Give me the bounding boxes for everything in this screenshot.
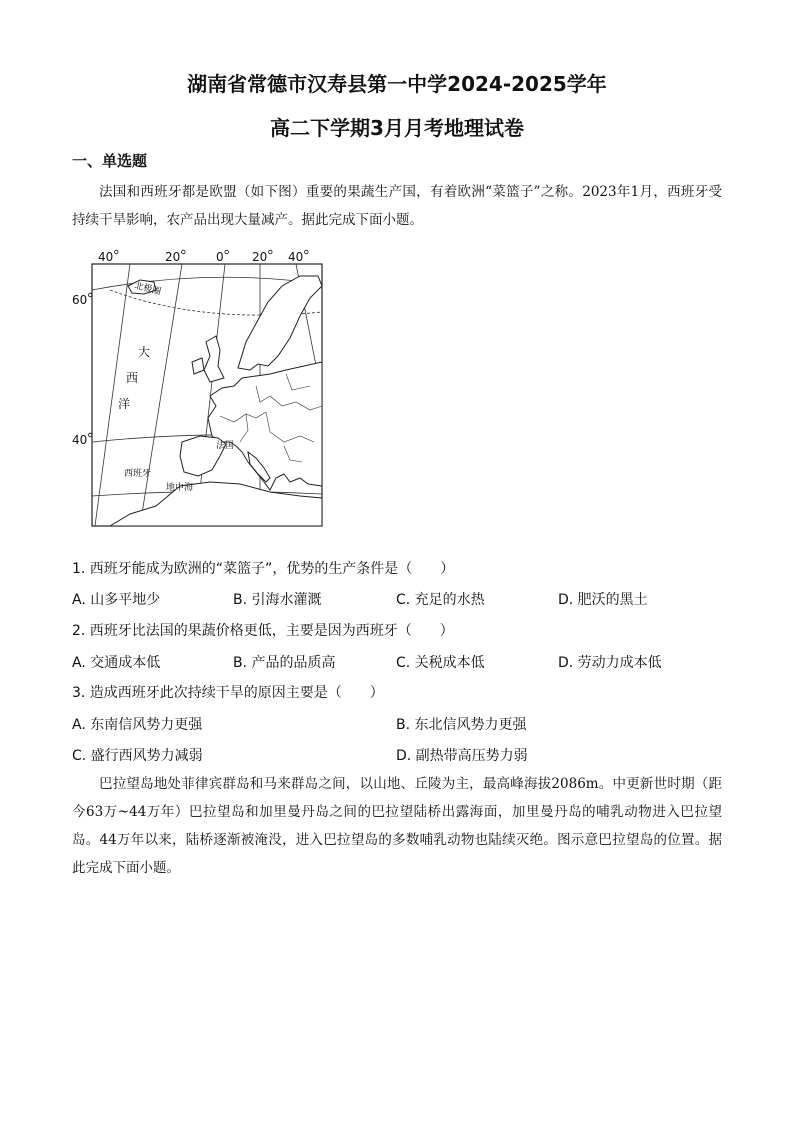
- spain-label: 西班牙: [124, 469, 152, 479]
- q1-option-a[interactable]: A. 山多平地少: [72, 592, 161, 608]
- degree-mark: [304, 250, 308, 254]
- q1-option-b[interactable]: B. 引海水灌溉: [233, 592, 322, 608]
- q2-option-c[interactable]: C. 关税成本低: [396, 655, 485, 671]
- section-heading: 一、单选题: [72, 152, 148, 170]
- passage-2: 巴拉望岛地处菲律宾群岛和马来群岛之间，以山地、丘陵为主，最高峰海拔2086m。中更新世时期（距今63万~44万年）巴拉望岛和加里曼丹岛之间的巴拉望陆桥出露海面，加里曼丹岛的哺乳动物进入巴拉望岛。44万年以来，陆桥逐渐被淹没，进入巴拉望岛的多数哺乳动物也陆续灭绝。图示意巴拉望岛的位置。据此完成下面小题。: [72, 776, 722, 876]
- degree-mark: [268, 250, 272, 254]
- ocean-label-char1: 大: [138, 345, 151, 359]
- lat-label-60n: 60: [72, 293, 88, 307]
- lon-label-0: 0: [216, 250, 224, 264]
- ocean-label-char2: 西: [126, 371, 139, 385]
- question-1-stem: 1. 西班牙能成为欧洲的“菜篮子”，优势的生产条件是（ ）: [72, 561, 455, 577]
- mediterranean-label: 地中海: [166, 483, 194, 493]
- france-label: 法国: [216, 441, 235, 451]
- ocean-label-char3: 洋: [118, 397, 131, 411]
- lon-label-40w: 40: [98, 250, 114, 264]
- q2-option-b[interactable]: B. 产品的品质高: [233, 655, 336, 671]
- q2-option-a[interactable]: A. 交通成本低: [72, 655, 161, 671]
- lon-label-40e: 40: [288, 250, 304, 264]
- passage-1: 法国和西班牙都是欧盟（如下图）重要的果蔬生产国，有着欧洲“菜篮子”之称。2023年1月，西班牙受持续干旱影响，农产品出现大量减产。据此完成下面小题。: [72, 184, 722, 228]
- degree-mark: [181, 250, 185, 254]
- lon-label-20w: 20: [165, 250, 181, 264]
- question-2-stem: 2. 西班牙比法国的果蔬价格更低，主要是因为西班牙（ ）: [72, 623, 454, 639]
- q3-option-c[interactable]: C. 盛行西风势力减弱: [72, 748, 203, 764]
- arctic-circle-label: 北极圈: [133, 281, 162, 298]
- degree-mark: [114, 250, 118, 254]
- question-3-stem: 3. 造成西班牙此次持续干旱的原因主要是（ ）: [72, 685, 384, 701]
- lon-label-20e: 20: [252, 250, 268, 264]
- europe-map-figure: [70, 246, 330, 546]
- q3-option-a[interactable]: A. 东南信风势力更强: [72, 717, 203, 733]
- q1-option-d[interactable]: D. 肥沃的黑土: [558, 592, 648, 608]
- exam-title-line1: 湖南省常德市汉寿县第一中学2024-2025学年: [187, 72, 607, 96]
- q2-option-d[interactable]: D. 劳动力成本低: [558, 655, 662, 671]
- q3-option-b[interactable]: B. 东北信风势力更强: [396, 717, 527, 733]
- exam-title-line2: 高二下学期3月月考地理试卷: [270, 116, 524, 140]
- q3-option-d[interactable]: D. 副热带高压势力弱: [396, 748, 528, 764]
- europe-map-svg: [70, 246, 330, 546]
- lat-label-40n: 40: [72, 433, 88, 447]
- degree-mark: [225, 250, 229, 254]
- q1-option-c[interactable]: C. 充足的水热: [396, 592, 485, 608]
